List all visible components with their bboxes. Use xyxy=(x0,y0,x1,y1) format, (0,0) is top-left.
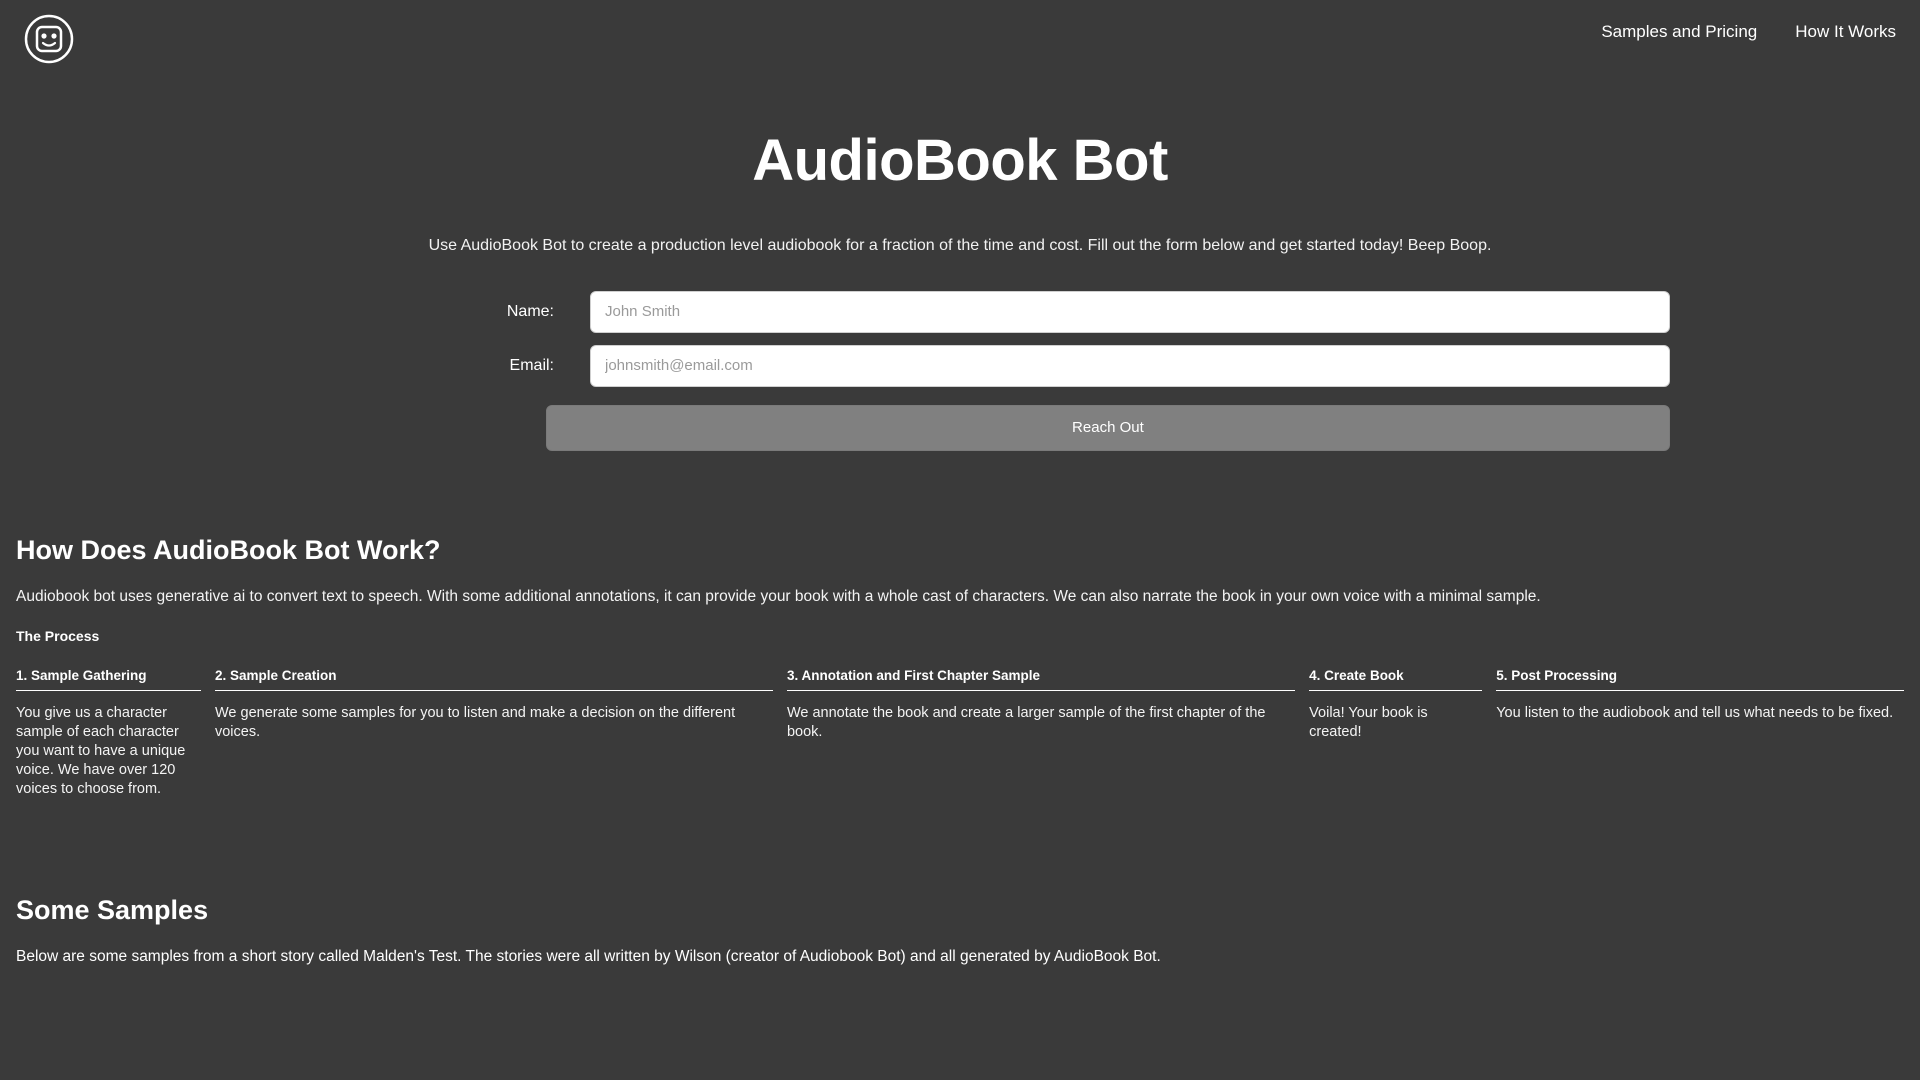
samples-section xyxy=(0,895,1920,966)
name-input[interactable] xyxy=(590,291,1670,333)
nav-links xyxy=(1601,22,1896,42)
hero-section xyxy=(0,128,1920,255)
process-step xyxy=(1309,668,1496,742)
nav-link-samples-and-pricing[interactable]: Samples and Pricing xyxy=(1601,22,1758,41)
process-step-body: We generate some samples for you to listen and make a decision on the different voices. xyxy=(214,704,736,740)
robot-face-logo-icon[interactable] xyxy=(24,14,74,64)
process-step xyxy=(1496,668,1904,723)
process-step-title: 2. Sample Creation xyxy=(215,668,773,691)
how-it-works-section xyxy=(0,535,1920,800)
hero-subtitle: Use AudioBook Bot to create a production level audiobook for a fraction of the time and cost. Fill out the form below and get started today! Beep Boop. xyxy=(428,236,1492,254)
samples-section-title: Some Samples xyxy=(16,895,209,926)
email-row xyxy=(250,345,1670,387)
how-section-title: How Does AudioBook Bot Work? xyxy=(16,534,441,565)
submit-row xyxy=(250,399,1670,451)
how-section-intro: Audiobook bot uses generative ai to convert text to speech. With some additional annotations, it can provide your book with a whole cast of characters. We can also narrate the book in your own voice with a minimal sample. xyxy=(16,587,1541,605)
process-step-body: You listen to the audiobook and tell us what needs to be fixed. xyxy=(1496,704,1894,721)
process-step-title: 1. Sample Gathering xyxy=(16,668,201,691)
process-steps xyxy=(16,668,1904,800)
process-step-title: 5. Post Processing xyxy=(1496,668,1904,691)
contact-form xyxy=(250,291,1670,451)
name-label: Name: xyxy=(506,302,554,320)
process-step xyxy=(787,668,1309,742)
email-input[interactable] xyxy=(590,345,1670,387)
samples-section-intro: Below are some samples from a short story called Malden's Test. The stories were all written by Wilson (creator of Audiobook Bot) and all generated by AudioBook Bot. xyxy=(16,948,1161,966)
nav-link-how-it-works[interactable]: How It Works xyxy=(1795,22,1896,41)
process-step-title: 3. Annotation and First Chapter Sample xyxy=(787,668,1295,691)
process-heading: The Process xyxy=(16,627,100,644)
top-navbar xyxy=(0,0,1920,90)
reach-out-button[interactable]: Reach Out xyxy=(546,405,1670,451)
process-step-body: You give us a character sample of each character you want to have a unique voice. We have over 120 voices to choose from. xyxy=(16,704,186,798)
process-step-body: We annotate the book and create a larger sample of the first chapter of the book. xyxy=(786,704,1266,740)
process-step-body: Voila! Your book is created! xyxy=(1309,704,1428,740)
process-step xyxy=(16,668,215,800)
process-step-title: 4. Create Book xyxy=(1309,668,1482,691)
process-step xyxy=(215,668,787,742)
email-label: Email: xyxy=(509,356,554,374)
name-row xyxy=(250,291,1670,333)
page-title: AudioBook Bot xyxy=(752,128,1168,193)
